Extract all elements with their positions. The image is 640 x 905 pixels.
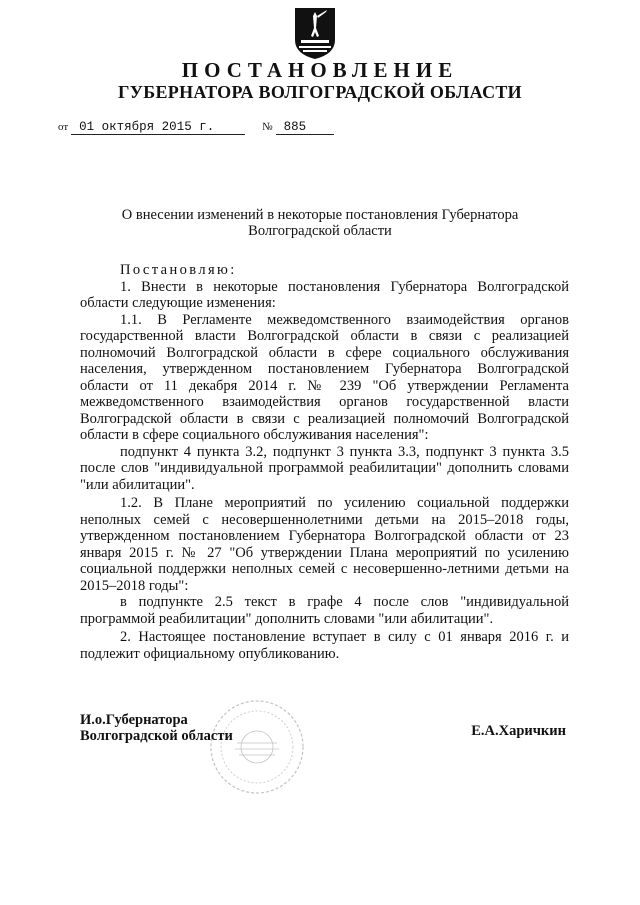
paragraph: 1. Внести в некоторые постановления Губернатора Волгоградской области следующие изменения: (80, 278, 569, 311)
date-number-line (58, 119, 334, 135)
volgograd-coat-of-arms-icon (293, 6, 337, 60)
subject-line: О внесении изменений в некоторые постановления Губернатора (121, 207, 519, 223)
paragraph: в подпункте 2.5 текст в графе 4 после слов "индивидуальной программой реабилитации" дополнить словами "или абилитации". (80, 594, 569, 627)
document-number: 885 (276, 120, 334, 135)
subject-line: Волгоградской области (248, 223, 392, 239)
paragraph: подпункт 4 пункта 3.2, подпункт 3 пункта 3.3, подпункт 3 пункта 3.5 после слов "индивидуальной программой реабилитации" дополнить словами "или абилитации". (80, 443, 569, 493)
document-subject (80, 207, 560, 239)
signatory-position-line: И.о.Губернатора (80, 712, 188, 728)
document-title: ПОСТАНОВЛЕНИЕ (181, 58, 459, 82)
paragraph: 1.1. В Регламенте межведомственного взаимодействия органов государственной власти Волгоградской области в связи с реализацией полномочий Волгоградской области в сфере социального обслуживания населения, утвержденном постановлением Губернатора Волгоградской области от 11 декабря 2014 г. № 239 "Об утверждении Регламента межведомственного взаимодействия органов государственной власти Волгоградской области в связи с реализацией полномочий Волгоградской области в сфере социального обслуживания населения": (80, 311, 569, 443)
date-prefix: от (58, 121, 69, 133)
document-date: 01 октября 2015 г. (71, 120, 245, 135)
signatory-position-line: Волгоградской области (80, 728, 233, 744)
paragraph: 2. Настоящее постановление вступает в силу с 01 января 2016 г. и подлежит официальному опубликованию. (80, 629, 569, 662)
resolution-word: Постановляю: (120, 262, 237, 278)
signatory-position (80, 712, 233, 744)
paragraph: 1.2. В Плане мероприятий по усилению социальной поддержки неполных семей с несовершеннолетними детьми на 2015–2018 годы, утвержденном постановлением Губернатора Волгоградской области от 23 января 2015 г. № 27 "Об утверждении Плана мероприятий по усилению социальной поддержки неполных семей с несовершенно-летними детьми на 2015–2018 годы": (80, 495, 569, 594)
document-body (80, 262, 569, 662)
signatory-name: Е.А.Харичкин (471, 723, 566, 739)
document-issuer: ГУБЕРНАТОРА ВОЛГОГРАДСКОЙ ОБЛАСТИ (118, 82, 522, 102)
number-prefix: № (262, 121, 273, 133)
